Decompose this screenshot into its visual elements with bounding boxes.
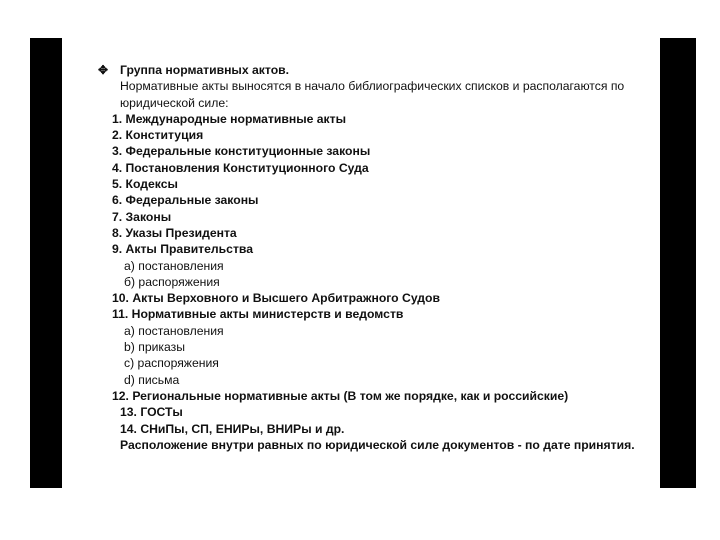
heading-text: Группа нормативных актов.	[120, 63, 290, 77]
list-item: 4. Постановления Конституционного Суда	[112, 160, 369, 175]
sub-item: b) приказы	[124, 340, 185, 355]
list-item: 8. Указы Президента	[112, 225, 237, 240]
slide	[62, 38, 660, 488]
list-item: 14. СНиПы, СП, ЕНИРы, ВНИРы и др.	[120, 421, 345, 436]
list-item: 12. Региональные нормативные акты (В том же порядке, как и российские)	[112, 388, 569, 403]
list-item: 5. Кодексы	[112, 177, 178, 192]
list-item: 2. Конституция	[112, 128, 204, 143]
list-item: 3. Федеральные конституционные законы	[112, 144, 371, 159]
sub-item: б) распоряжения	[124, 274, 220, 289]
sub-item: c) распоряжения	[124, 356, 219, 371]
sub-item: a) постановления	[124, 323, 224, 338]
list-item: 11. Нормативные акты министерств и ведомств	[112, 307, 404, 322]
heading-row	[98, 62, 658, 78]
list-item: 1. Международные нормативные акты	[112, 111, 347, 126]
list-item: 7. Законы	[112, 209, 172, 224]
list-item: 13. ГОСТы	[120, 405, 183, 420]
list-item: 10. Акты Верховного и Высшего Арбитражного Судов	[112, 291, 440, 306]
footer-text: Расположение внутри равных по юридической силе документов - по дате принятия.	[120, 437, 635, 452]
slide-content	[98, 62, 658, 453]
intro-text: Нормативные акты выносятся в начало библиографических списков и располагаются по юридической силе:	[120, 79, 625, 110]
sub-item: а) постановления	[124, 258, 224, 273]
right-black-bar	[660, 38, 696, 488]
left-black-bar	[30, 38, 62, 488]
sub-item: d) письма	[124, 372, 180, 387]
list-item: 9. Акты Правительства	[112, 242, 254, 257]
diamond-bullet-icon: ✥	[98, 63, 109, 77]
list-item: 6. Федеральные законы	[112, 193, 259, 208]
